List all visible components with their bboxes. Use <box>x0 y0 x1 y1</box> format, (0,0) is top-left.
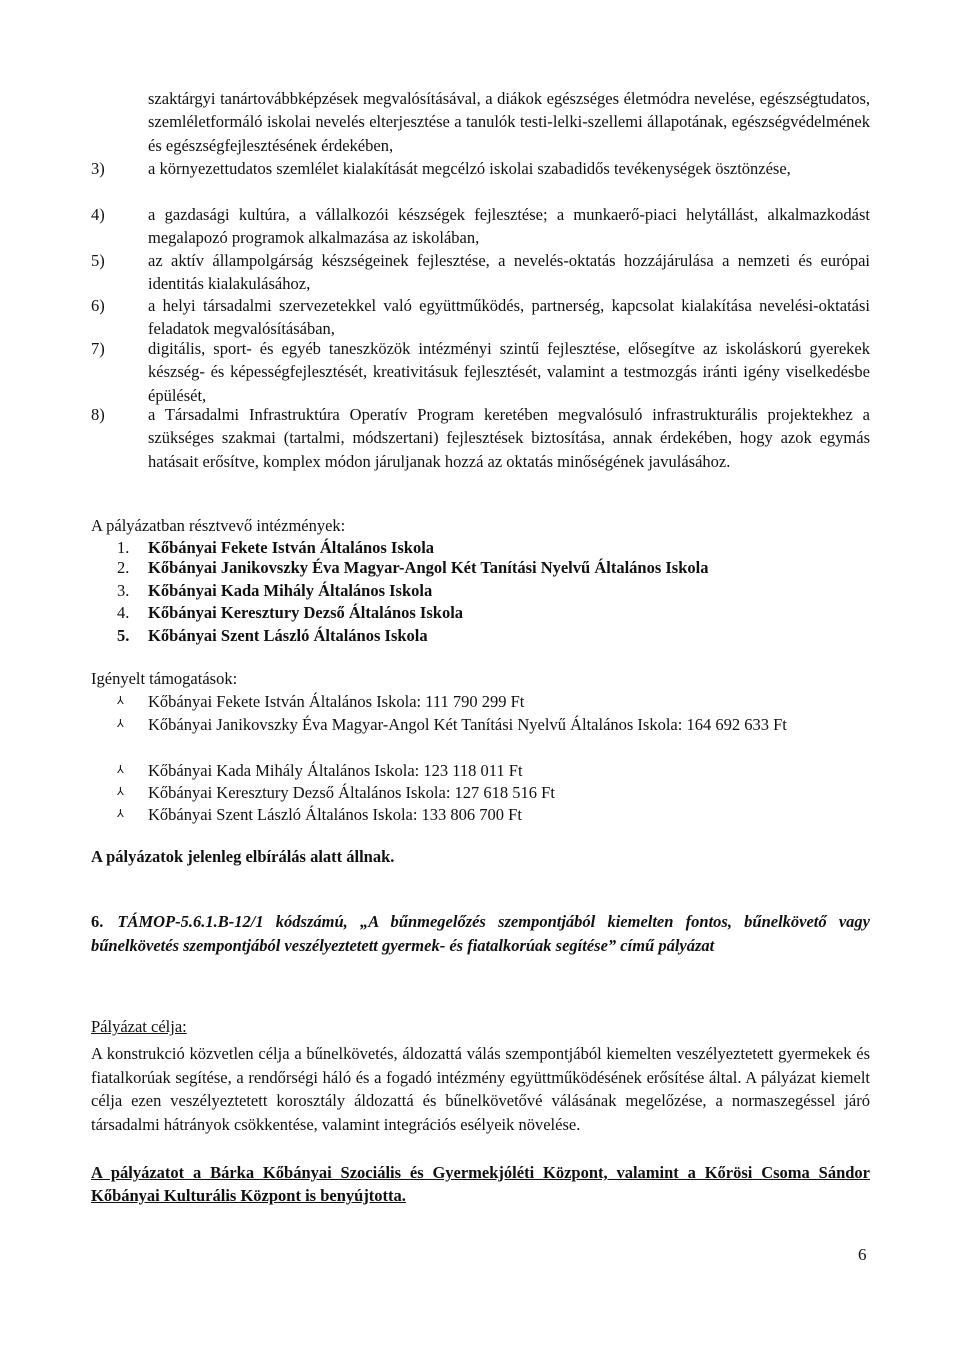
item-text: digitális, sport- és egyéb taneszközök intézményi szintű fejlesztése, elősegítve az iskoláskorú gyerekek készség- és képességfejlesztését, kreativitásuk fejlesztését, valamint a testmozgás iránti igény viselkedésbe épülését, <box>148 339 870 405</box>
institution-name: Kőbányai Kada Mihály Általános Iskola <box>148 581 433 600</box>
bullet-icon: ⅄ <box>117 695 124 707</box>
institution-row <box>117 580 432 602</box>
institution-row <box>117 537 434 559</box>
institution-row <box>117 557 708 579</box>
item-text: a Társadalmi Infrastruktúra Operatív Program keretében megvalósuló infrastrukturális projektekhez a szükséges szakmai (tartalmi, módszertani) fejlesztések biztosítása, annak érdekében, hogy azok egymás hatásait erősítve, komplex módon járuljanak hozzá az oktatás minőségének javulásához. <box>148 405 870 471</box>
goal-label: Pályázat célja: <box>91 1017 187 1036</box>
support-item <box>117 690 870 713</box>
status-line: A pályázatok jelenleg elbírálás alatt állnak. <box>91 847 395 866</box>
institution-number: 2. <box>117 558 130 577</box>
bullet-icon: ⅄ <box>117 786 124 798</box>
institution-name: Kőbányai Fekete István Általános Iskola <box>148 538 435 557</box>
item-text: a környezettudatos szemlélet kialakítását megcélzó iskolai szabadidős tevékenységek ösztönzése, <box>148 159 791 178</box>
support-item <box>117 781 870 804</box>
institution-row <box>117 625 428 647</box>
institution-name: Kőbányai Szent László Általános Iskola <box>148 626 428 645</box>
section-heading <box>91 910 870 957</box>
item-number: 8) <box>91 405 105 424</box>
numbered-item <box>91 294 870 341</box>
submission-note: A pályázatot a Bárka Kőbányai Szociális és Gyermekjóléti Központ, valamint a Kőrösi Csoma Sándor Kőbányai Kulturális Központ is benyújtotta. <box>91 1163 870 1205</box>
numbered-item <box>91 157 870 180</box>
support-text: Kőbányai Janikovszky Éva Magyar-Angol Két Tanítási Nyelvű Általános Iskola: 164 692 633 Ft <box>148 715 787 734</box>
item-number: 7) <box>91 339 105 358</box>
institutions-heading: A pályázatban résztvevő intézmények: <box>91 516 346 535</box>
support-text: Kőbányai Szent László Általános Iskola: 133 806 700 Ft <box>148 805 522 824</box>
institution-number: 4. <box>117 603 130 622</box>
item-number: 3) <box>91 159 105 178</box>
support-item <box>117 713 870 736</box>
institution-row <box>117 602 463 624</box>
item-number: 6) <box>91 296 105 315</box>
bullet-icon: ⅄ <box>117 718 124 730</box>
numbered-item <box>91 337 870 407</box>
page-number: 6 <box>858 1245 867 1264</box>
item-number: 4) <box>91 205 105 224</box>
support-item <box>117 803 870 826</box>
institution-number: 1. <box>117 538 130 557</box>
numbered-item <box>91 203 870 250</box>
institution-name: Kőbányai Keresztury Dezső Általános Iskola <box>148 603 464 622</box>
institution-number: 5. <box>117 626 130 645</box>
support-text: Kőbányai Fekete István Általános Iskola: 111 790 299 Ft <box>148 692 525 711</box>
institution-number: 3. <box>117 581 130 600</box>
section-number: 6. <box>91 912 104 931</box>
numbered-item <box>91 403 870 473</box>
support-heading: Igényelt támogatások: <box>91 669 238 688</box>
item-text: a gazdasági kultúra, a vállalkozói készségek fejlesztése; a munkaerő-piaci helytállást, alkalmazkodást megalapozó programok alkalmazása az iskolában, <box>148 205 870 248</box>
institution-name: Kőbányai Janikovszky Éva Magyar-Angol Két Tanítási Nyelvű Általános Iskola <box>148 558 709 577</box>
numbered-item <box>91 249 870 296</box>
intro-continuation: szaktárgyi tanártovábbképzések megvalósításával, a diákok egészséges életmódra nevelése, egészségtudatos, szemléletformáló iskolai nevelés elterjesztése a tanulók testi-lelki-szellemi állapotának, egészségvédelmének és egészségfejlesztésének érdekében, <box>148 89 870 155</box>
support-text: Kőbányai Keresztury Dezső Általános Iskola: 127 618 516 Ft <box>148 783 555 802</box>
item-text: a helyi társadalmi szervezetekkel való együttműködés, partnerség, kapcsolat kialakítása nevelési-oktatási feladatok megvalósításában, <box>148 296 870 339</box>
section-title: TÁMOP-5.6.1.B-12/1 kódszámú, „A bűnmegelőzés szempontjából kiemelten fontos, bűnelkövető vagy bűnelkövetés szempontjából veszélyeztetett gyermek- és fiatalkorúak segítése” című pályázat <box>91 912 870 955</box>
item-text: az aktív állampolgárság készségeinek fejlesztése, a nevelés-oktatás hozzájárulása a nemzeti és európai identitás kialakulásához, <box>148 251 870 294</box>
support-text: Kőbányai Kada Mihály Általános Iskola: 123 118 011 Ft <box>148 761 523 780</box>
bullet-icon: ⅄ <box>117 808 124 820</box>
bullet-icon: ⅄ <box>117 764 124 776</box>
goal-paragraph: A konstrukció közvetlen célja a bűnelkövetés, áldozattá válás szempontjából kiemelten veszélyeztetett gyermekek és fiatalkorúak segítése, a rendőrségi háló és a fogadó intézmény együttműködésének erősítése által. A pályázat kiemelt célja ezen veszélyeztetett korosztály áldozattá és bűnelkövetővé válásának megelőzése, a normaszegéssel járó társadalmi hátrányok csökkentése, valamint integrációs esélyeik növelése. <box>91 1044 870 1134</box>
item-number: 5) <box>91 251 105 270</box>
support-item <box>117 759 870 782</box>
